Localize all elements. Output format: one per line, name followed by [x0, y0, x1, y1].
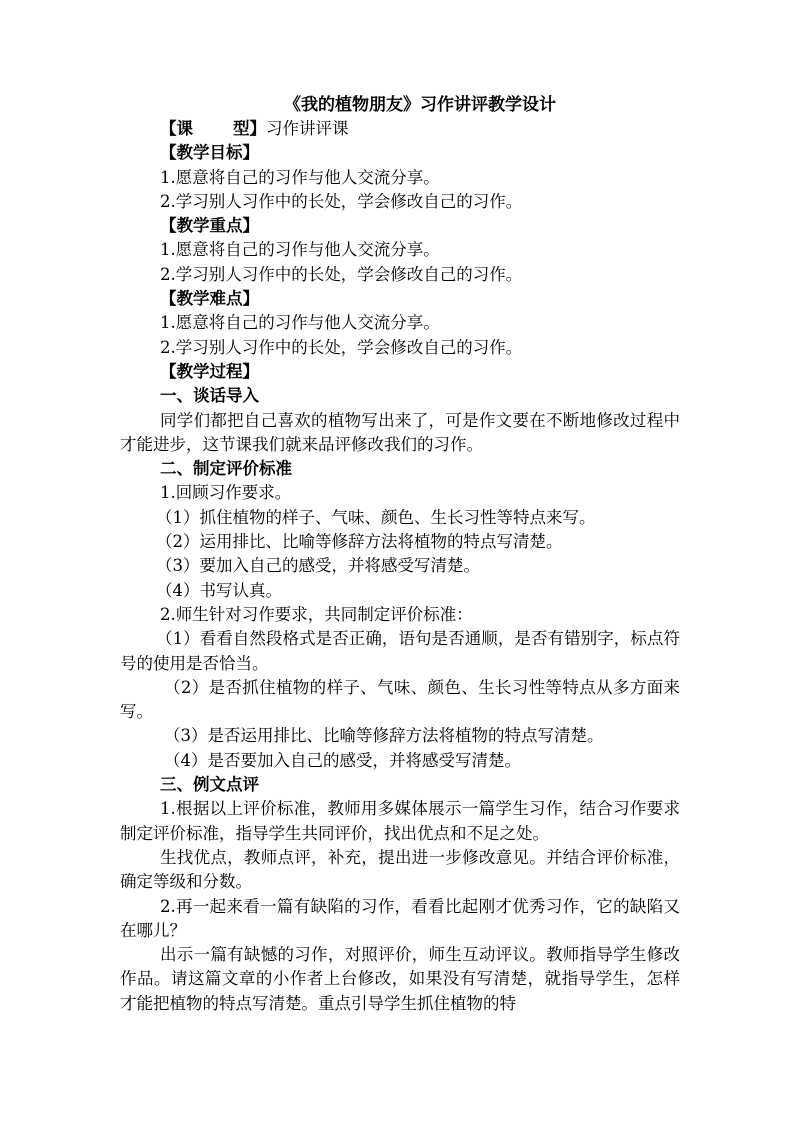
key-points-heading: 【教学重点】: [160, 216, 259, 236]
lesson-type-label-b: 型】: [233, 119, 266, 138]
criterion-3: （3）是否运用排比、比喻等修辞方法将植物的特点写清楚。: [164, 726, 604, 746]
lesson-type-label-a: 【课: [160, 119, 193, 138]
lesson-type-line: [120, 117, 680, 141]
requirement-3: （3）要加入自己的感受，并将感受写清楚。: [156, 556, 480, 576]
goals-item-1: 1.愿意将自己的习作与他人交流分享。: [160, 167, 440, 187]
difficulties-item-1: 1.愿意将自己的习作与他人交流分享。: [160, 313, 440, 333]
requirement-4: （4）书写认真。: [156, 580, 282, 600]
key-points-item-1: 1.愿意将自己的习作与他人交流分享。: [160, 240, 440, 260]
requirement-1: （1）抓住植物的样子、气味、颜色、生长习性等特点来写。: [156, 507, 596, 527]
goals-heading: 【教学目标】: [160, 143, 259, 163]
section-2-heading: 二、制定评价标准: [160, 459, 292, 479]
requirement-2: （2）运用排比、比喻等修辞方法将植物的特点写清楚。: [156, 532, 563, 552]
lesson-type-value: 习作讲评课: [266, 119, 349, 138]
process-heading: 【教学过程】: [160, 361, 259, 381]
section-3-heading: 三、例文点评: [160, 775, 259, 795]
section-2-item-1: 1.回顾习作要求。: [160, 483, 292, 503]
section-3-paragraph-4: 出示一篇有缺憾的习作，对照评价，师生互动评议。教师指导学生修改作品。请这篇文章的小作者上台修改，如果没有写清楚，就指导学生，怎样才能把植物的特点写清楚。重点引导学生抓住植物的特: [120, 945, 680, 1013]
section-1-paragraph: 同学们都把自己喜欢的植物写出来了，可是作文要在不断地修改过程中才能进步，这节课我们就来品评修改我们的习作。: [120, 410, 680, 454]
key-points-item-2: 2.学习别人习作中的长处，学会修改自己的习作。: [160, 264, 523, 284]
criterion-4: （4）是否要加入自己的感受，并将感受写清楚。: [164, 750, 521, 770]
document-page: [120, 93, 680, 1016]
section-3-paragraph-1: 1.根据以上评价标准，教师用多媒体展示一篇学生习作，结合习作要求制定评价标准，指导学生共同评价，找出优点和不足之处。: [120, 799, 680, 843]
section-2-item-2: 2.师生针对习作要求，共同制定评价标准：: [160, 604, 473, 624]
section-3-paragraph-2: 生找优点，教师点评，补充，提出进一步修改意见。并结合评价标准，确定等级和分数。: [120, 847, 680, 892]
criterion-2: （2）是否抓住植物的样子、气味、颜色、生长习性等特点从多方面来写。: [120, 677, 680, 722]
difficulties-item-2: 2.学习别人习作中的长处，学会修改自己的习作。: [160, 337, 523, 357]
section-3-paragraph-3: 2.再一起来看一篇有缺陷的习作，看看比起刚才优秀习作，它的缺陷又在哪儿？: [120, 896, 680, 940]
difficulties-heading: 【教学难点】: [160, 289, 259, 309]
criterion-1: （1）看看自然段格式是否正确，语句是否通顺，是否有错别字，标点符号的使用是否恰当。: [120, 629, 680, 673]
section-1-heading: 一、谈话导入: [160, 386, 259, 406]
document-title: 《我的植物朋友》习作讲评教学设计: [284, 95, 556, 115]
goals-item-2: 2.学习别人习作中的长处，学会修改自己的习作。: [160, 191, 523, 211]
